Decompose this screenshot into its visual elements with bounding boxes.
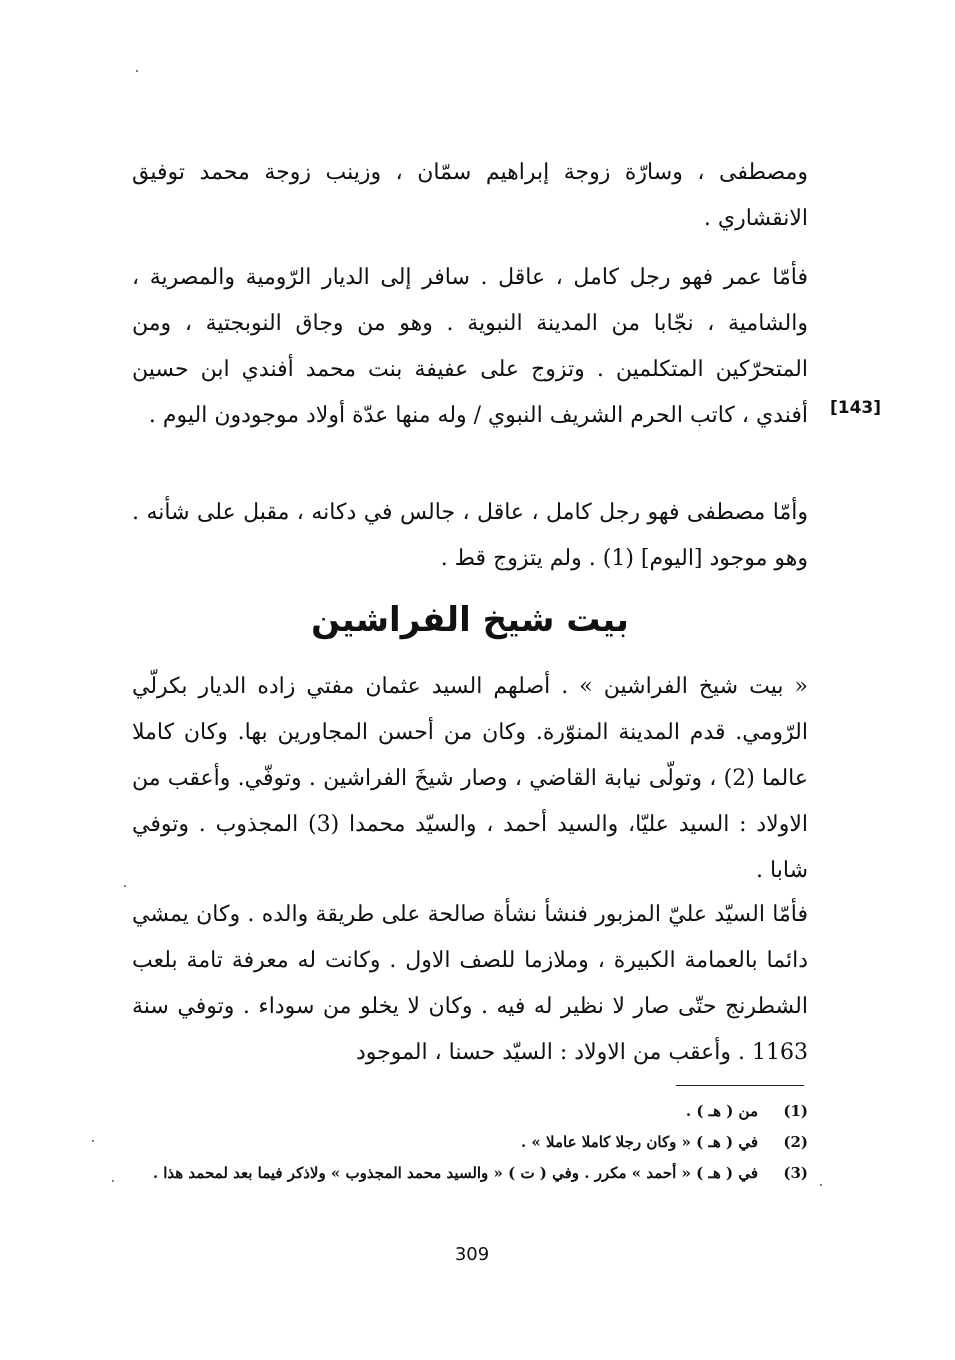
paragraph-sayyid-ali: فأمّا السيّد عليّ المزبور فنشأ نشأة صالحة على طريقة والده . وكان يمشي دائما بالعمامة الكبيرة ، وملازما للصف الاول . وكانت له معرفة تامة بلعب الشطرنج حتّى صار لا نظير له فيه . وكان لا يخلو من سوداء . وتوفي سنة 1163 . وأعقب من الاولاد : السيّد حسنا ، الموجود [132, 902, 808, 1065]
footnote-text: في ( هـ ) « أحمد » مكرر . وفي ( ت ) « والسيد محمد المجذوب » ولاذكر فيما بعد لمحمد هذا . [152, 1164, 758, 1182]
paragraph-family-members: ومصطفى ، وسارّة زوجة إبراهيم سمّان ، وزينب زوجة محمد توفيق الانقشاري . [132, 160, 808, 231]
footnote-text: في ( هـ ) « وكان رجلا كاملا عاملا » . [520, 1133, 758, 1151]
scan-speck [136, 70, 138, 72]
footnote-separator [676, 1085, 804, 1086]
footnotes [132, 1096, 808, 1189]
footnote-number: (2) [783, 1133, 808, 1151]
scan-speck [820, 1184, 822, 1186]
footnote-item [132, 1127, 808, 1158]
footnote-item [132, 1158, 808, 1189]
manuscript-folio-marker: [143] [830, 398, 882, 418]
paragraph-umar: فأمّا عمر فهو رجل كامل ، عاقل . سافر إلى الديار الرّومية والمصرية ، والشامية ، نجّابا من المدينة النبوية . وهو من وجاق النوبجتية ، ومن المتحرّكين المتكلمين . وتزوج على عفيفة بنت محمد أفندي ابن حسين أفندي ، كاتب الحرم الشريف النبوي / وله منها عدّة أولاد موجودون اليوم . [132, 265, 808, 428]
scan-speck [112, 1180, 114, 1182]
page-number: 309 [454, 1244, 490, 1265]
footnote-number: (3) [783, 1164, 808, 1182]
scan-speck [92, 1140, 94, 1142]
paragraph-house-origin: « بيت شيخ الفراشين » . أصلهم السيد عثمان مفتي زاده الديار بكرلّي الرّومي. قدم المدينة المنوّرة. وكان من أحسن المجاورين بها. وكان كاملا عالما (2) ، وتولّى نيابة القاضي ، وصار شيخَ الفراشين . وتوفّي. وأعقب من الاولاد : السيد عليّا، والسيد أحمد ، والسيّد محمدا (3) المجذوب . وتوفي شابا . [132, 674, 809, 883]
scan-speck [124, 885, 126, 887]
footnote-text: من ( هـ ) . [685, 1102, 758, 1120]
paragraph-mustafa: وأمّا مصطفى فهو رجل كامل ، عاقل ، جالس في دكانه ، مقبل على شأنه . وهو موجود [اليوم] (1) . ولم يتزوج قط . [132, 500, 808, 571]
footnote-number: (1) [783, 1102, 808, 1120]
footnote-item [132, 1096, 808, 1127]
section-heading: بيت شيخ الفراشين [311, 600, 629, 640]
